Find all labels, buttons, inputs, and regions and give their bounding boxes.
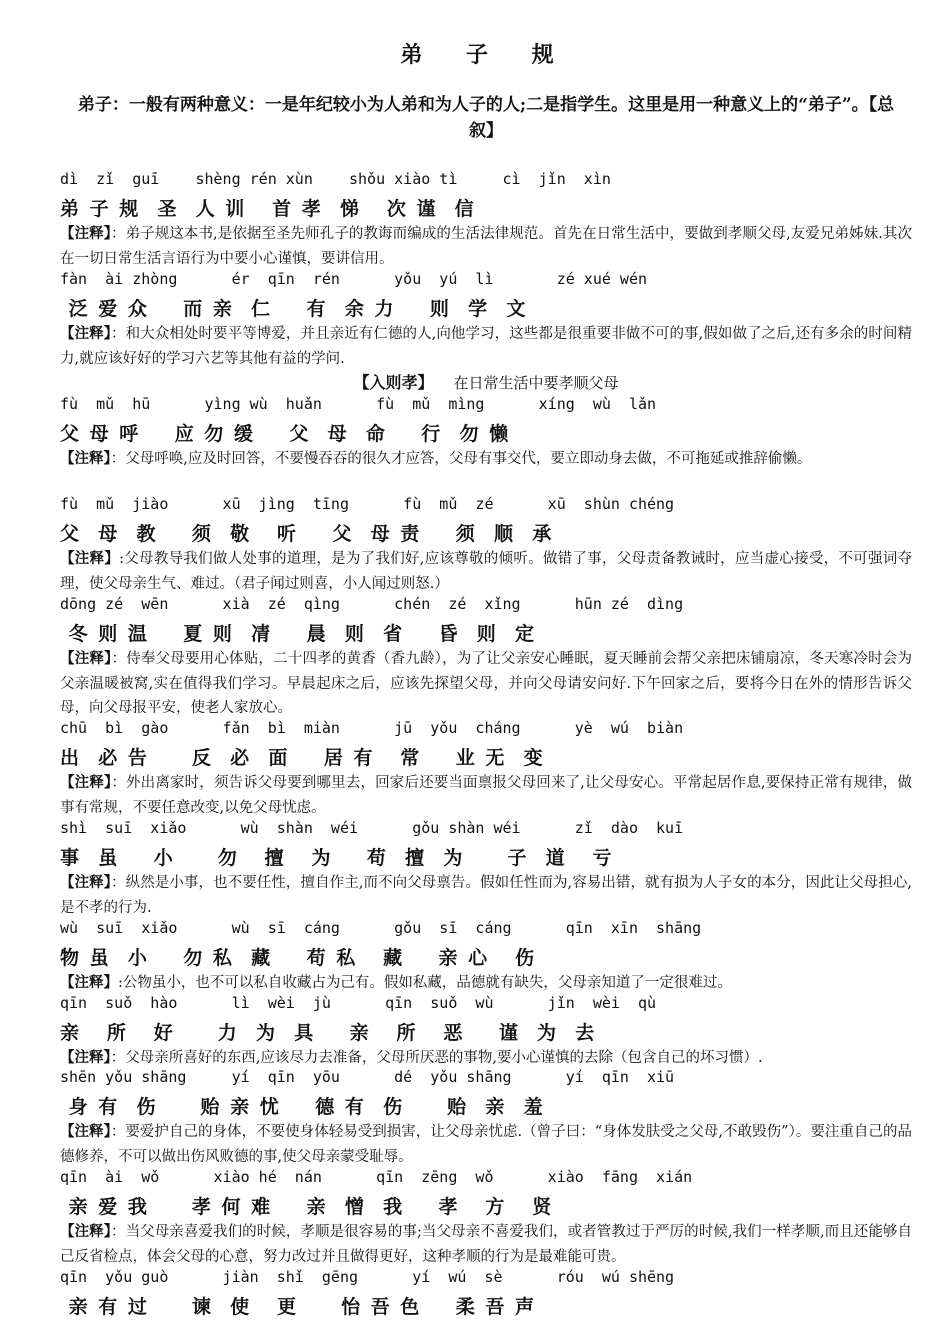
verse-block	[60, 919, 912, 996]
annotation	[60, 1220, 912, 1269]
verse-line: 身 有 伤 贻 亲 忧 德 有 伤 贻 亲 羞	[60, 1096, 545, 1118]
verse-line: 亲 所 好 力 为 具 亲 所 恶 谨 为 去	[60, 1022, 597, 1044]
annotation-text: ：当父母亲喜爱我们的时候，孝顺是很容易的事;当父母亲不喜爱我们，或者管教过于严厉的时候,我们一样孝顺,而且还能够自己反省检点，体会父母的心意，努力改过并且做得更好，这种孝顺的行为是最难能可贵。	[60, 1224, 912, 1265]
pinyin-line: fù mǔ hū yìng wù huǎn fù mǔ mìng xíng wù lǎn	[60, 395, 657, 413]
annotation-label: 【注释】	[60, 1223, 112, 1240]
annotation-text: ：要爱护自己的身体，不要使身体轻易受到损害，让父母亲忧虑.（曾子曰：“身体发肤受之父母,不敢毁伤”）。要注重自己的品德修养，不可以做出伤风败德的事,使父母亲蒙受耻辱。	[60, 1124, 913, 1165]
annotation-label: 【注释】	[60, 225, 112, 242]
annotation-label: 【注释】	[60, 325, 112, 342]
pinyin-line: wù suī xiǎo wù sī cáng gǒu sī cáng qīn xīn shāng	[60, 919, 702, 937]
pinyin-line: shēn yǒu shāng yí qīn yōu dé yǒu shāng yí qīn xiū	[60, 1068, 675, 1086]
verse-line: 事 虽 小 勿 擅 为 苟 擅 为 子 道 亏	[60, 847, 614, 869]
annotation-label: 【注释】	[60, 1049, 111, 1066]
annotation	[60, 1120, 912, 1169]
annotation-label: 【注释】	[60, 1123, 111, 1140]
annotation	[60, 647, 912, 721]
pinyin-line: qīn yǒu guò jiàn shǐ gēng yí wú sè róu wú shēng	[60, 1268, 675, 1286]
annotation	[60, 871, 912, 920]
page-title: 弟 子 规	[400, 42, 572, 68]
annotation	[60, 322, 912, 371]
verse-block	[60, 495, 912, 596]
pinyin-line: qīn ài wǒ xiào hé nán qīn zēng wǒ xiào fāng xián	[60, 1168, 693, 1186]
annotation-text: ：父母亲所喜好的东西,应该尽力去准备，父母所厌恶的事物,要小心谨慎的去除（包含自己的坏习惯）.	[110, 1050, 763, 1066]
verse-line: 泛 爱 众 而 亲 仁 有 余 力 则 学 文	[60, 298, 528, 320]
annotation-text: ：纵然是小事，也不要任性，擅自作主,而不向父母禀告。假如任性而为,容易出错，就有损为人子女的本分，因此让父母担心,是不孝的行为.	[60, 875, 912, 916]
verse-line: 父 母 呼 应 勿 缓 父 母 命 行 勿 懒	[60, 423, 511, 445]
section-subtitle: 在日常生活中要孝顺父母	[453, 374, 619, 392]
verse-line: 冬 则 温 夏 则 凊 晨 则 省 昏 则 定	[60, 623, 536, 645]
annotation	[60, 447, 912, 472]
pinyin-line: qīn suǒ hào lì wèi jù qīn suǒ wù jǐn wèi qù	[60, 994, 657, 1012]
section-heading-row	[60, 370, 912, 393]
verse-line: 物 虽 小 勿 私 藏 苟 私 藏 亲 心 伤	[60, 947, 536, 969]
verse-block	[60, 1168, 912, 1269]
verse-block	[60, 170, 912, 271]
pinyin-line: chū bì gào fǎn bì miàn jū yǒu cháng yè wú biàn	[60, 719, 684, 737]
annotation-label: 【注释】	[60, 550, 120, 567]
annotation-text: :父母教导我们做人处事的道理，是为了我们好,应该尊敬的倾听。做错了事，父母责备教诫时，应当虚心接受，不可强词夺理，使父母亲生气、难过。（君子闻过则喜，小人闻过则怒.）	[60, 551, 912, 592]
section-heading: 【入则孝】	[353, 373, 434, 392]
annotation-text: ：外出离家时，须告诉父母要到哪里去，回家后还要当面禀报父母回来了,让父母安心。平常起居作息,要保持正常有规律，做事有常规，不要任意改变,以免父母忧虑。	[60, 775, 913, 816]
annotation-text: ：父母呼唤,应及时回答，不要慢吞吞的很久才应答，父母有事交代，要立即动身去做，不可拖延或推辞偷懒。	[110, 451, 812, 467]
verse-block	[60, 595, 912, 721]
annotation-label: 【注释】	[60, 774, 112, 791]
annotation-text: :公物虽小，也不可以私自收藏占为己有。假如私藏，品德就有缺失，父母亲知道了一定很难过。	[118, 975, 732, 991]
annotation	[60, 771, 912, 820]
verse-line: 亲 有 过 谏 使 更 怡 吾 色 柔 吾 声	[60, 1296, 536, 1318]
annotation	[60, 547, 912, 596]
annotation-text: ：侍奉父母要用心体贴，二十四孝的黄香（香九龄），为了让父亲安心睡眠，夏天睡前会帮父亲把床铺扇凉，冬天寒冷时会为父亲温暖被窝,实在值得我们学习。早晨起床之后，应该先探望父母，并向父母请安问好.下午回家之后，要将今日在外的情形告诉父母，向父母报平安，使老人家放心。	[60, 651, 913, 716]
pinyin-line: shì suī xiǎo wù shàn wéi gǒu shàn wéi zǐ dào kuī	[60, 819, 684, 837]
annotation-label: 【注释】	[60, 650, 112, 667]
annotation-label: 【注释】	[60, 450, 111, 467]
annotation	[60, 971, 912, 996]
verse-line: 弟 子 规 圣 人 训 首 孝 悌 次 谨 信	[60, 198, 476, 220]
verse-block	[60, 395, 912, 472]
intro-paragraph: 弟子：一般有两种意义：一是年纪较小为人弟和为人子的人;二是指学生。这里是用一种意义上的“弟子”。【总 叙】	[77, 95, 912, 141]
verse-block	[60, 270, 912, 371]
annotation-label: 【注释】	[60, 874, 112, 891]
pinyin-line: fù mǔ jiào xū jìng tīng fù mǔ zé xū shùn chéng	[60, 495, 675, 513]
verse-line: 亲 爱 我 孝 何 难 亲 憎 我 孝 方 贤	[60, 1196, 554, 1218]
pinyin-line: dì zǐ guī shèng rén xùn shǒu xiào tì cì jǐn xìn	[60, 170, 611, 188]
verse-line: 出 必 告 反 必 面 居 有 常 业 无 变	[60, 747, 545, 769]
annotation-text: ：弟子规这本书,是依据至圣先师孔子的教诲而编成的生活法律规范。首先在日常生活中，要做到孝顺父母,友爱兄弟姊妹.其次在一切日常生活言语行为中要小心谨慎，要讲信用。	[60, 226, 912, 267]
verse-block	[60, 994, 912, 1071]
annotation-text: ：和大众相处时要平等博爱，并且亲近有仁德的人,向他学习，这些都是很重要非做不可的事,假如做了之后,还有多余的时间精力,就应该好好的学习六艺等其他有益的学问.	[60, 326, 912, 367]
annotation	[60, 222, 912, 271]
verse-line: 父 母 教 须 敬 听 父 母 责 须 顺 承	[60, 523, 554, 545]
annotation-label: 【注释】	[60, 974, 118, 991]
verse-block	[60, 1268, 912, 1320]
verse-block	[60, 819, 912, 920]
pinyin-line: dōng zé wēn xià zé qìng chén zé xǐng hūn zé dìng	[60, 595, 684, 613]
pinyin-line: fàn ài zhòng ér qīn rén yǒu yú lì zé xué wén	[60, 270, 647, 288]
annotation	[60, 1046, 912, 1071]
verse-block	[60, 1068, 912, 1169]
verse-block	[60, 719, 912, 820]
